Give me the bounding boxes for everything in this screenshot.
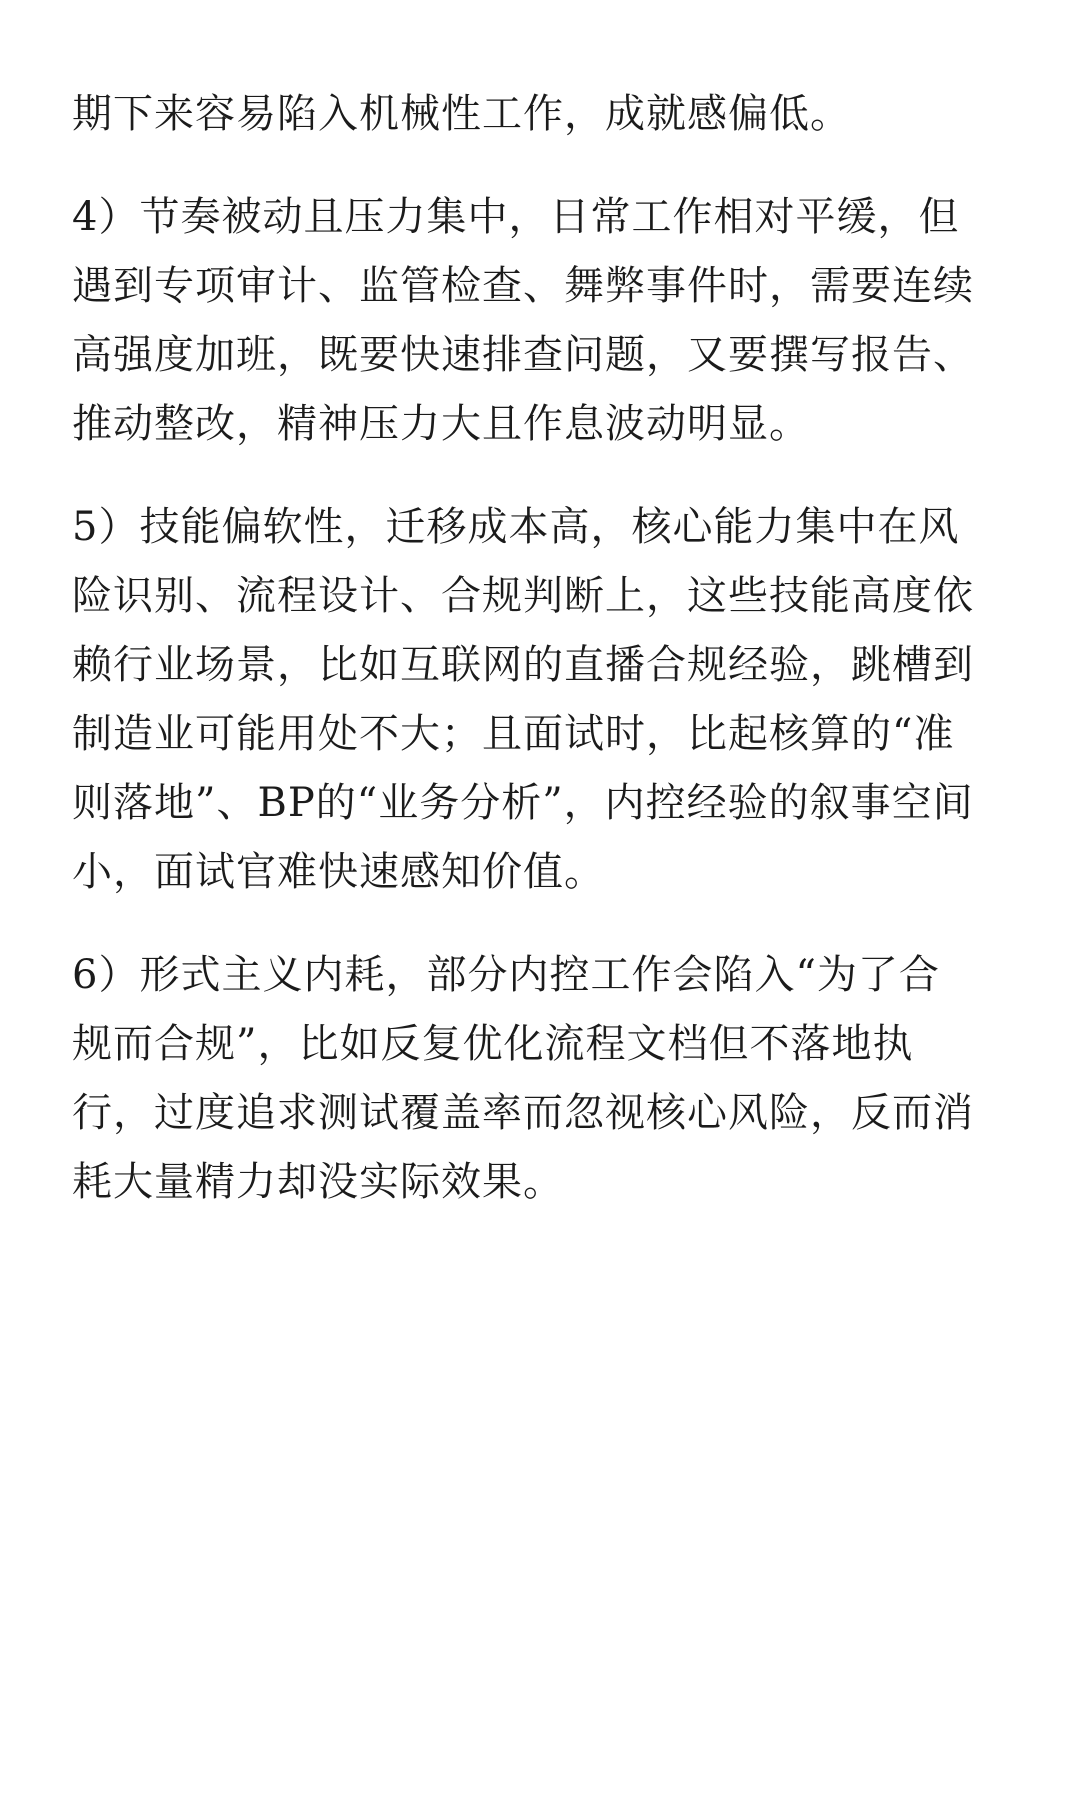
text-line: 险识别、流程设计、合规判断上，这些技能高度依 xyxy=(72,573,974,619)
text-line: 高强度加班，既要快速排查问题，又要撰写报告、 xyxy=(72,332,974,378)
paragraph-point-6 xyxy=(72,941,1012,1217)
article-body xyxy=(72,80,1012,1251)
paragraph-point-5 xyxy=(72,493,1012,907)
text-line: 行，过度追求测试覆盖率而忽视核心风险，反而消 xyxy=(72,1090,974,1136)
paragraph-continuation xyxy=(72,80,1012,149)
text-line: 4）节奏被动且压力集中，日常工作相对平缓，但 xyxy=(72,194,960,240)
text-line: 期下来容易陷入机械性工作，成就感偏低。 xyxy=(72,91,851,137)
text-line: 6）形式主义内耗，部分内控工作会陷入“为了合 xyxy=(72,952,940,998)
text-line: 赖行业场景，比如互联网的直播合规经验，跳槽到 xyxy=(72,642,974,688)
text-line: 遇到专项审计、监管检查、舞弊事件时，需要连续 xyxy=(72,263,974,309)
text-line: 则落地”、BP的“业务分析”，内控经验的叙事空间 xyxy=(72,780,974,826)
text-line: 小，面试官难快速感知价值。 xyxy=(72,849,605,895)
text-line: 5）技能偏软性，迁移成本高，核心能力集中在风 xyxy=(72,504,960,550)
text-line: 耗大量精力却没实际效果。 xyxy=(72,1159,564,1205)
text-line: 规而合规”，比如反复优化流程文档但不落地执 xyxy=(72,1021,914,1067)
text-line: 制造业可能用处不大；且面试时，比起核算的“准 xyxy=(72,711,955,757)
text-line: 推动整改，精神压力大且作息波动明显。 xyxy=(72,401,810,447)
paragraph-point-4 xyxy=(72,183,1012,459)
